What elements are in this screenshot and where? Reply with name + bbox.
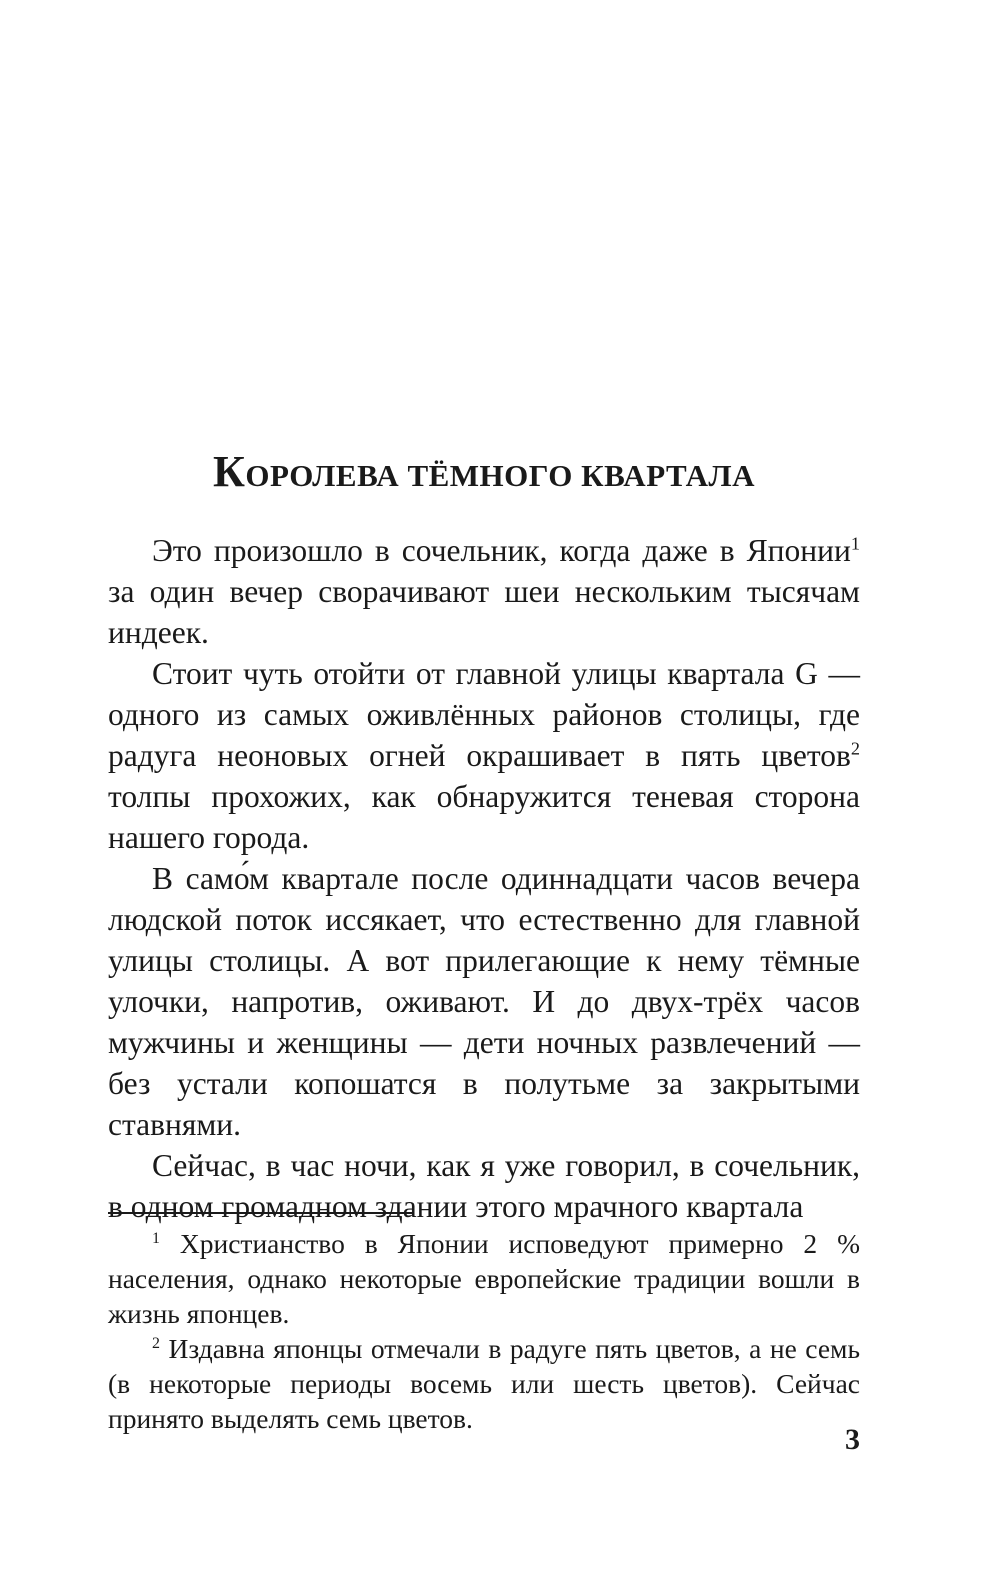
footnote-1-text: Христианство в Японии исповедуют примерно 2 % населения, однако некоторые европейские традиции вошли в жизнь японцев. (108, 1228, 860, 1329)
page-number: 3 (845, 1423, 860, 1456)
footnote-ref-2: 2 (850, 738, 860, 759)
paragraph-2-text-start: Стоит чуть отойти от главной улицы квартала G — одного из самых оживлённых районов столицы, где радуга неоновых огней окрашивает в пять цветов (108, 656, 860, 773)
footnote-mark-1: 1 (152, 1229, 160, 1247)
paragraph-3: В само́м квартале после одиннадцати часов вечера людской поток иссякает, что естественно для главной улицы столицы. А вот прилегающие к нему тёмные улочки, напротив, оживают. И до двух-трёх часов мужчины и женщины — дети ночных развлечений — без устали копошатся в полутьме за закрытыми ставнями. (108, 861, 860, 1142)
chapter-title-initial: К (212, 447, 246, 496)
footnotes (108, 1226, 860, 1436)
paragraph-2-text-end: толпы прохожих, как обнаружится теневая сторона нашего города. (108, 779, 860, 855)
footnote-mark-2: 2 (152, 1334, 160, 1352)
chapter-title-rest: ОРОЛЕВА ТЁМНОГО КВАРТАЛА (245, 458, 756, 493)
paragraph-1 (108, 530, 860, 653)
chapter-title (108, 447, 860, 496)
footnote-divider (108, 1212, 413, 1214)
footnote-2 (108, 1331, 860, 1436)
footnote-1 (108, 1226, 860, 1331)
paragraph-1-text-start: Это произошло в сочельник, когда даже в Японии (152, 533, 851, 568)
paragraph-4: Сейчас, в час ночи, как я уже говорил, в сочельник, в одном громадном здании этого мрачного квартала (108, 1148, 860, 1224)
paragraph-2 (108, 653, 860, 858)
paragraph-1-text-end: за один вечер сворачивают шеи нескольким тысячам индеек. (108, 574, 860, 650)
book-page (108, 0, 860, 1574)
footnote-ref-1: 1 (850, 533, 860, 554)
footnote-2-text: Издавна японцы отмечали в радуге пять цветов, а не семь (в некоторые периоды восемь или шесть цветов). Сейчас принято выделять семь цветов. (108, 1333, 860, 1434)
body-text (108, 530, 860, 1227)
